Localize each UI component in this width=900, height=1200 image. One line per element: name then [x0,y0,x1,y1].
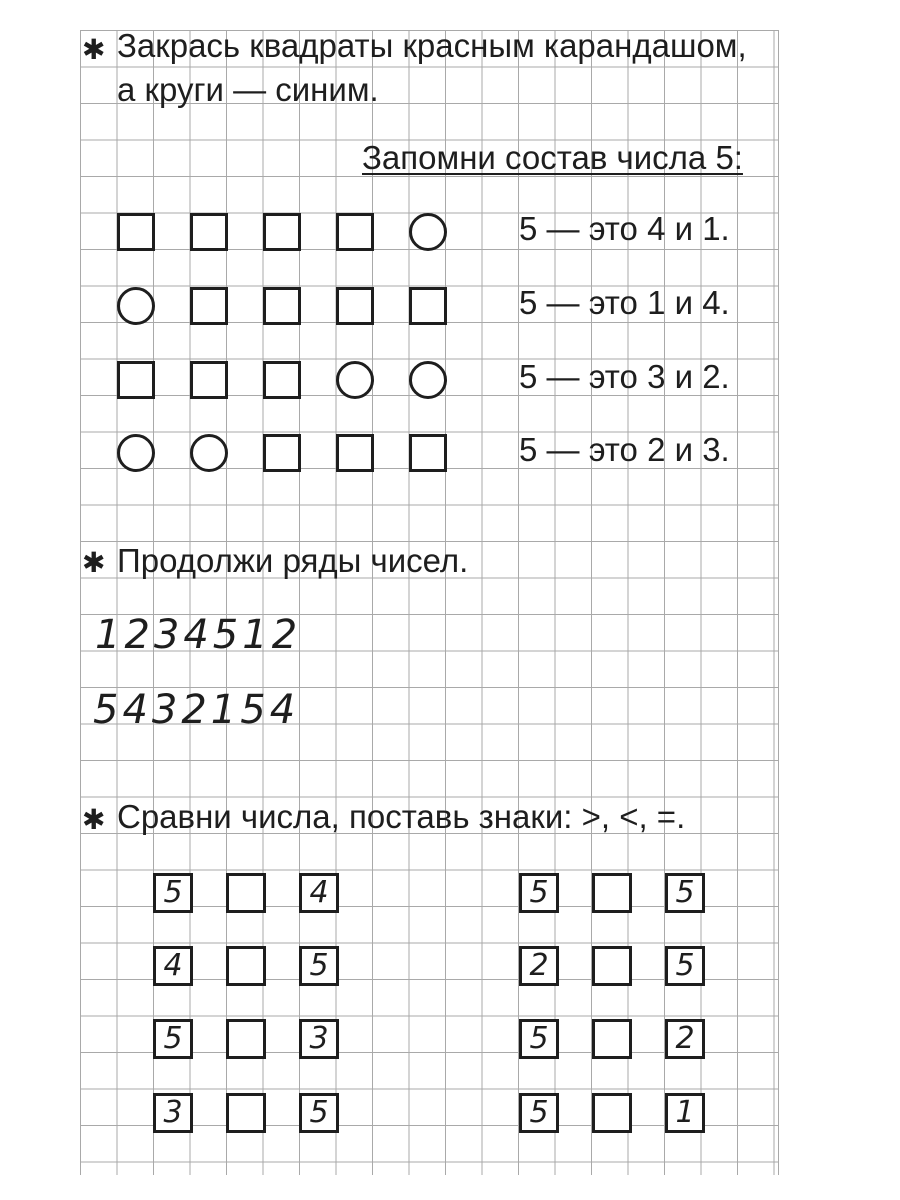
star-icon: ✱ [82,547,106,578]
right-number-box: 5 [519,873,559,913]
task3-instruction: Сравни числа, поставь знаки: >, <, =. [117,798,686,835]
left-sign-answer-box[interactable] [226,946,266,986]
star-icon: ✱ [82,34,106,65]
square-shape[interactable] [336,213,374,251]
left-number-box: 5 [299,946,339,986]
number-composition-label: 5 — это 1 и 4. [519,284,730,321]
circle-shape[interactable] [117,287,155,325]
right-sign-answer-box[interactable] [592,946,632,986]
left-number-box: 5 [153,1019,193,1059]
circle-shape[interactable] [190,434,228,472]
left-number-box: 5 [153,873,193,913]
task2-instruction: Продолжи ряды чисел. [117,542,469,579]
right-sign-answer-box[interactable] [592,1093,632,1133]
right-number-box: 2 [665,1019,705,1059]
number-sequence-2: 5432154 [93,687,300,733]
square-shape[interactable] [409,287,447,325]
right-number-box: 5 [519,1019,559,1059]
task1-instruction-line2: а круги — синим. [117,71,379,108]
right-number-box: 5 [665,873,705,913]
right-number-box: 2 [519,946,559,986]
number-composition-label: 5 — это 2 и 3. [519,431,730,468]
square-shape[interactable] [263,434,301,472]
circle-shape[interactable] [117,434,155,472]
right-sign-answer-box[interactable] [592,1019,632,1059]
right-number-box: 1 [665,1093,705,1133]
right-number-box: 5 [665,946,705,986]
square-shape[interactable] [117,213,155,251]
circle-shape[interactable] [336,361,374,399]
square-shape[interactable] [263,361,301,399]
circle-shape[interactable] [409,361,447,399]
number-composition-label: 5 — это 4 и 1. [519,210,730,247]
left-sign-answer-box[interactable] [226,1019,266,1059]
left-sign-answer-box[interactable] [226,1093,266,1133]
left-number-box: 3 [299,1019,339,1059]
remember-heading: Запомни состав числа 5: [362,139,743,176]
number-sequence-1: 1234512 [95,612,302,658]
task1-instruction-line1: Закрась квадраты красным карандашом, [117,27,747,64]
star-icon: ✱ [82,804,106,835]
right-sign-answer-box[interactable] [592,873,632,913]
grid-paper [80,30,779,1175]
left-sign-answer-box[interactable] [226,873,266,913]
square-shape[interactable] [263,287,301,325]
square-shape[interactable] [336,434,374,472]
number-composition-label: 5 — это 3 и 2. [519,358,730,395]
left-number-box: 4 [299,873,339,913]
left-number-box: 3 [153,1093,193,1133]
square-shape[interactable] [190,361,228,399]
circle-shape[interactable] [409,213,447,251]
square-shape[interactable] [409,434,447,472]
left-number-box: 5 [299,1093,339,1133]
square-shape[interactable] [336,287,374,325]
left-number-box: 4 [153,946,193,986]
square-shape[interactable] [190,287,228,325]
square-shape[interactable] [117,361,155,399]
square-shape[interactable] [263,213,301,251]
right-number-box: 5 [519,1093,559,1133]
square-shape[interactable] [190,213,228,251]
